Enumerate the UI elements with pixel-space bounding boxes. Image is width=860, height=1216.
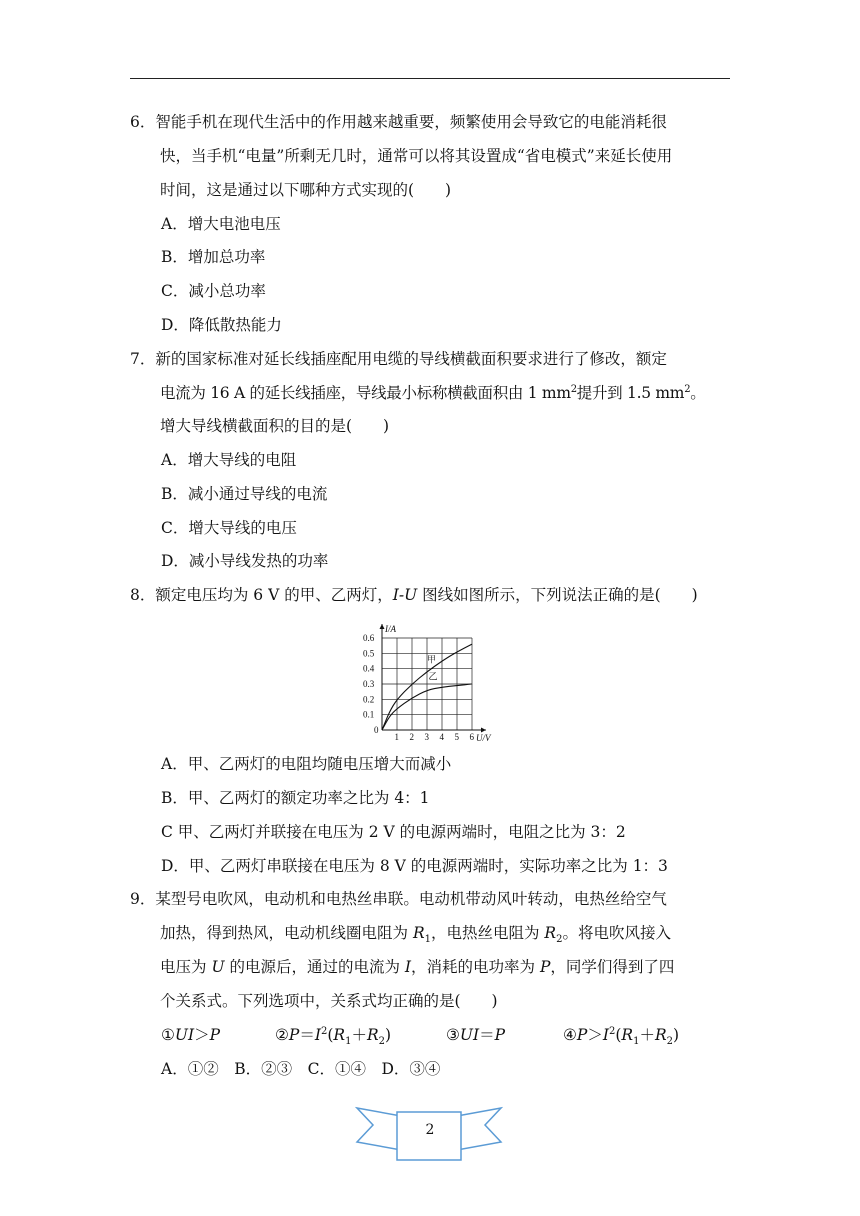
x-axis-arrow <box>481 728 486 733</box>
q6-stem-line3: 时间，这是通过以下哪种方式实现的( ) <box>160 181 452 199</box>
q7-option-b: B．减小通过导线的电流 <box>161 485 328 503</box>
q6-option-d: D．降低散热能力 <box>161 316 282 334</box>
q9-stem-line3: 电压为 U 的电源后，通过的电流为 I，消耗的电功率为 P，同学们得到了四 <box>160 958 675 976</box>
series-label-jia: 甲 <box>427 654 437 665</box>
q7-option-a: A．增大导线的电阻 <box>161 451 297 469</box>
q7-stem-line3: 增大导线横截面积的目的是( ) <box>160 417 390 435</box>
chart-ticks <box>363 633 475 742</box>
q8-stem: 8．额定电压均为 6 V 的甲、乙两灯，I-U 图线如图所示，下列说法正确的是( ) <box>130 586 698 604</box>
chart-origin-label: 0 <box>374 725 379 735</box>
chart-y-axis-label: I/A <box>385 624 396 634</box>
x-tick-label: 6 <box>469 732 474 742</box>
series-label-yi: 乙 <box>428 671 438 682</box>
x-tick-label: 2 <box>409 732 414 742</box>
q7-stem-line2: 电流为 16 A 的延长线插座，导线最小标称横截面积由 1 $mm^2$提升到 1.5 $mm^2$。 <box>160 383 706 402</box>
chart-grid <box>382 638 472 730</box>
q7-stem-line1: 7．新的国家标准对延长线插座配用电缆的导线横截面积要求进行了修改，额定 <box>130 350 667 368</box>
q6-stem-line1: 6．智能手机在现代生活中的作用越来越重要，频繁使用会导致它的电能消耗很 <box>130 113 667 131</box>
q8-option-d: D．甲、乙两灯串联接在电压为 8 V 的电源两端时，实际功率之比为 1：3 <box>161 857 668 875</box>
y-tick-label: 0.1 <box>363 709 375 720</box>
x-tick-label: 4 <box>439 732 444 742</box>
y-tick-label: 0.6 <box>363 633 375 643</box>
y-tick-label: 0.3 <box>363 679 375 689</box>
y-axis-arrow <box>380 624 385 629</box>
q9-relation-4: $④P>I^2(R_1+R_2)$ <box>563 1025 680 1048</box>
chart-x-axis-label: U/V <box>476 733 491 742</box>
iu-chart <box>355 612 505 742</box>
q9-stem-line2: 加热，得到热风，电动机线圈电阻为 $R_1$，电热丝电阻为 $R_2$。将电吹风接入 <box>160 924 671 946</box>
q9-stem-line1: 9．某型号电吹风，电动机和电热丝串联。电动机带动风叶转动，电热丝给空气 <box>130 890 667 908</box>
q6-option-c: C．减小总功率 <box>161 282 266 300</box>
q9-relation-2: $②P=I^2(R_1+R_2)$ <box>275 1025 392 1048</box>
x-tick-label: 3 <box>424 732 429 742</box>
header-rule <box>130 78 730 79</box>
page-number: 2 <box>425 1122 435 1138</box>
q8-option-b: B．甲、乙两灯的额定功率之比为 4：1 <box>161 789 430 807</box>
x-tick-label: 1 <box>394 732 399 742</box>
q9-relation-3: ③UI＝P <box>446 1026 506 1044</box>
q6-stem-line2: 快，当手机“电量”所剩无几时，通常可以将其设置成“省电模式”来延长使用 <box>160 147 673 165</box>
y-tick-label: 0.4 <box>363 663 375 674</box>
y-tick-label: 0.5 <box>363 648 375 659</box>
q9-stem-line4: 个关系式。下列选项中，关系式均正确的是( ) <box>160 992 498 1010</box>
x-tick-label: 5 <box>454 732 459 742</box>
q7-option-c: C．增大导线的电压 <box>161 519 297 537</box>
q6-option-b: B．增加总功率 <box>161 248 266 266</box>
q6-option-a: A．增大电池电压 <box>161 215 281 233</box>
q9-relation-1: ①UI＞P <box>161 1026 221 1044</box>
q8-option-a: A．甲、乙两灯的电阻均随电压增大而减小 <box>161 755 452 773</box>
q8-option-c: C 甲、乙两灯并联接在电压为 2 V 的电源两端时，电阻之比为 3：2 <box>161 823 626 841</box>
q9-answer-options: A．①② B．②③ C．①④ D．③④ <box>161 1060 441 1078</box>
y-tick-label: 0.2 <box>363 694 375 705</box>
q7-option-d: D．减小导线发热的功率 <box>161 552 329 570</box>
